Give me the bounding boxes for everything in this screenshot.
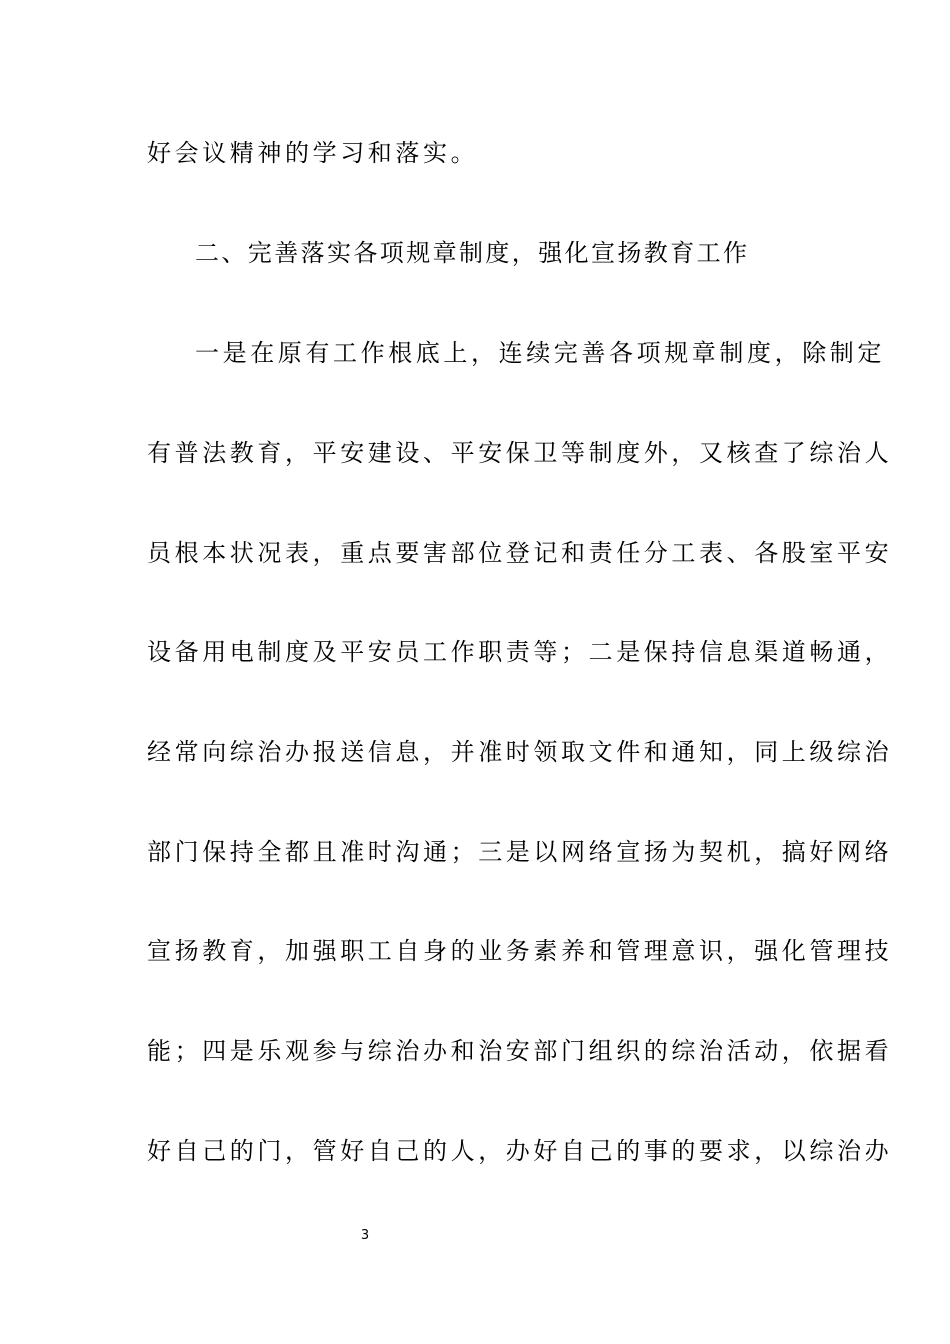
page-number: 3 xyxy=(360,1228,370,1243)
section-heading: 二、完善落实各项规章制度，强化宣扬教育工作 xyxy=(195,239,750,267)
paragraph-line: 好会议精神的学习和落实。 xyxy=(147,139,479,167)
paragraph-line: 有普法教育，平安建设、平安保卫等制度外，又核查了综治人 xyxy=(147,439,893,467)
paragraph-line: 部门保持全都且准时沟通；三是以网络宣扬为契机，搞好网络 xyxy=(147,838,893,866)
paragraph-line: 能；四是乐观参与综治办和治安部门组织的综治活动，依据看 xyxy=(147,1037,893,1065)
paragraph-line: 宣扬教育，加强职工自身的业务素养和管理意识，强化管理技 xyxy=(147,937,893,965)
paragraph-line: 员根本状况表，重点要害部位登记和责任分工表、各股室平安 xyxy=(147,539,893,567)
paragraph-line: 好自己的门，管好自己的人，办好自己的事的要求，以综治办 xyxy=(147,1137,893,1165)
paragraph-line: 经常向综治办报送信息，并准时领取文件和通知，同上级综治 xyxy=(147,738,893,766)
paragraph-line: 设备用电制度及平安员工作职责等；二是保持信息渠道畅通， xyxy=(147,638,893,666)
paragraph-line: 一是在原有工作根底上，连续完善各项规章制度，除制定 xyxy=(195,339,885,367)
